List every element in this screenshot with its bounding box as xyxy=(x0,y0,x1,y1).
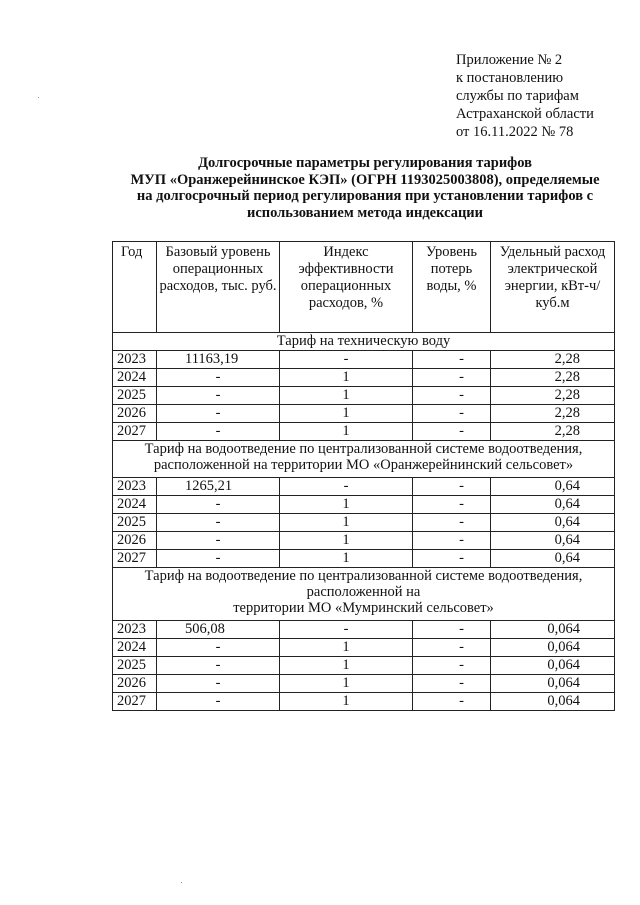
cell-loss: - xyxy=(413,496,491,514)
cell-loss: - xyxy=(413,405,491,423)
cell-index: - xyxy=(280,478,413,496)
cell-year: 2027 xyxy=(113,693,157,711)
table-row xyxy=(113,693,615,711)
appendix-block xyxy=(456,51,594,141)
cell-energy: 2,28 xyxy=(491,387,615,405)
cell-base: - xyxy=(157,693,280,711)
section-title-line: территории МО «Мумринский сельсовет» xyxy=(233,600,494,616)
cell-year: 2024 xyxy=(113,496,157,514)
cell-loss: - xyxy=(413,514,491,532)
cell-loss: - xyxy=(413,675,491,693)
cell-index: 1 xyxy=(280,514,413,532)
scan-speck xyxy=(38,97,39,98)
table-row xyxy=(113,532,615,550)
table-row xyxy=(113,369,615,387)
cell-index: - xyxy=(280,621,413,639)
cell-energy: 0,64 xyxy=(491,496,615,514)
cell-index: 1 xyxy=(280,675,413,693)
document-title xyxy=(110,155,620,221)
header-base-level: Базовый уровень операционных расходов, тыс. руб. xyxy=(157,242,280,333)
cell-index: 1 xyxy=(280,550,413,568)
cell-year: 2024 xyxy=(113,369,157,387)
cell-energy: 0,064 xyxy=(491,621,615,639)
cell-loss: - xyxy=(413,423,491,441)
table-row xyxy=(113,387,615,405)
cell-base: - xyxy=(157,496,280,514)
cell-year: 2025 xyxy=(113,514,157,532)
parameters-table xyxy=(112,241,615,711)
cell-year: 2023 xyxy=(113,478,157,496)
appendix-line: к постановлению xyxy=(456,70,564,86)
section-title-line: расположенной на территории МО «Оранжерейнинский сельсовет» xyxy=(153,457,574,473)
table-row xyxy=(113,423,615,441)
section-title xyxy=(113,441,615,478)
cell-year: 2027 xyxy=(113,423,157,441)
cell-index: 1 xyxy=(280,496,413,514)
cell-base: - xyxy=(157,657,280,675)
cell-base: - xyxy=(157,369,280,387)
cell-index: 1 xyxy=(280,532,413,550)
section-title-line: расположенной на xyxy=(306,584,421,600)
cell-energy: 0,064 xyxy=(491,675,615,693)
cell-energy: 2,28 xyxy=(491,369,615,387)
cell-year: 2026 xyxy=(113,532,157,550)
appendix-line: Астраханской области xyxy=(456,106,594,122)
cell-base: - xyxy=(157,675,280,693)
cell-base: - xyxy=(157,639,280,657)
header-energy-consumption: Удельный расход электрической энергии, кВт-ч/куб.м xyxy=(491,242,615,333)
cell-energy: 2,28 xyxy=(491,351,615,369)
cell-year: 2026 xyxy=(113,405,157,423)
table-header-row xyxy=(113,242,615,333)
appendix-line: службы по тарифам xyxy=(456,88,579,104)
cell-index: 1 xyxy=(280,657,413,675)
cell-loss: - xyxy=(413,532,491,550)
cell-energy: 2,28 xyxy=(491,405,615,423)
cell-year: 2023 xyxy=(113,621,157,639)
title-line: МУП «Оранжерейнинское КЭП» (ОГРН 1193025003808), определяемые xyxy=(130,171,600,188)
cell-loss: - xyxy=(413,387,491,405)
table-row xyxy=(113,478,615,496)
cell-loss: - xyxy=(413,351,491,369)
table-row xyxy=(113,621,615,639)
section-title: Тариф на техническую воду xyxy=(113,333,615,351)
section-row xyxy=(113,333,615,351)
title-line: использованием метода индексации xyxy=(246,204,484,221)
section-row xyxy=(113,441,615,478)
appendix-line: от 16.11.2022 № 78 xyxy=(456,124,574,140)
cell-energy: 0,064 xyxy=(491,639,615,657)
cell-base: 11163,19 xyxy=(157,351,280,369)
cell-year: 2027 xyxy=(113,550,157,568)
cell-base: - xyxy=(157,423,280,441)
cell-loss: - xyxy=(413,621,491,639)
cell-index: 1 xyxy=(280,423,413,441)
cell-index: 1 xyxy=(280,405,413,423)
cell-base: 1265,21 xyxy=(157,478,280,496)
table-row xyxy=(113,514,615,532)
cell-loss: - xyxy=(413,657,491,675)
cell-index: 1 xyxy=(280,639,413,657)
header-efficiency-index: Индекс эффективности операционных расходов, % xyxy=(280,242,413,333)
cell-index: 1 xyxy=(280,387,413,405)
table-row xyxy=(113,496,615,514)
scan-speck xyxy=(181,882,182,883)
section-title xyxy=(113,568,615,621)
cell-loss: - xyxy=(413,369,491,387)
title-line: на долгосрочный период регулирования при установлении тарифов с xyxy=(136,188,594,204)
cell-energy: 0,64 xyxy=(491,550,615,568)
cell-energy: 0,64 xyxy=(491,514,615,532)
header-year: Год xyxy=(113,242,157,333)
cell-energy: 0,64 xyxy=(491,532,615,550)
cell-loss: - xyxy=(413,550,491,568)
cell-loss: - xyxy=(413,478,491,496)
appendix-line: Приложение № 2 xyxy=(456,52,563,68)
table-row xyxy=(113,639,615,657)
table-row xyxy=(113,351,615,369)
table-row xyxy=(113,675,615,693)
cell-energy: 2,28 xyxy=(491,423,615,441)
cell-base: - xyxy=(157,387,280,405)
section-row xyxy=(113,568,615,621)
cell-year: 2025 xyxy=(113,657,157,675)
cell-loss: - xyxy=(413,639,491,657)
cell-year: 2024 xyxy=(113,639,157,657)
table-row xyxy=(113,657,615,675)
table-row xyxy=(113,550,615,568)
cell-base: - xyxy=(157,550,280,568)
cell-loss: - xyxy=(413,693,491,711)
title-line: Долгосрочные параметры регулирования тарифов xyxy=(198,155,532,171)
cell-year: 2026 xyxy=(113,675,157,693)
cell-year: 2025 xyxy=(113,387,157,405)
header-water-loss: Уровень потерь воды, % xyxy=(413,242,491,333)
cell-index: 1 xyxy=(280,369,413,387)
section-title-line: Тариф на водоотведение по централизованной системе водоотведения, xyxy=(144,441,583,457)
cell-index: - xyxy=(280,351,413,369)
cell-energy: 0,064 xyxy=(491,657,615,675)
cell-energy: 0,64 xyxy=(491,478,615,496)
cell-index: 1 xyxy=(280,693,413,711)
cell-base: - xyxy=(157,532,280,550)
cell-year: 2023 xyxy=(113,351,157,369)
cell-base: - xyxy=(157,514,280,532)
cell-base: - xyxy=(157,405,280,423)
section-title-line: Тариф на водоотведение по централизованной системе водоотведения, xyxy=(144,568,583,584)
cell-energy: 0,064 xyxy=(491,693,615,711)
cell-base: 506,08 xyxy=(157,621,280,639)
table-row xyxy=(113,405,615,423)
